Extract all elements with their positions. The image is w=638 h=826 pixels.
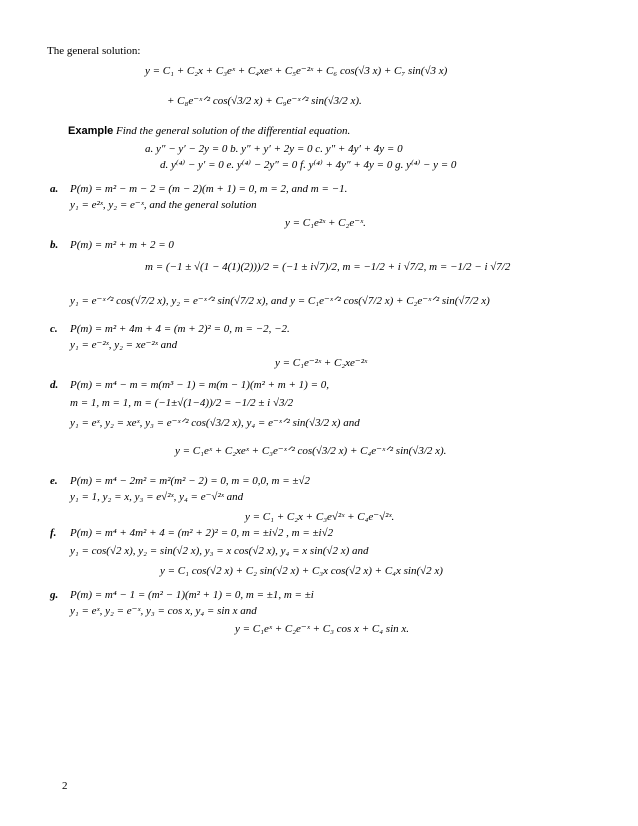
solution-g-text: P(m) = m⁴ − 1 = (m² − 1)(m² + 1) = 0, m = ±1, m = ±i (70, 589, 314, 601)
solution-e-line-1 (50, 474, 310, 488)
solution-d-roots: m = 1, m = 1, m = (−1±√(1−4))/2 = −1/2 ± i √3/2 (70, 397, 294, 409)
solution-e-general: y = C₁ + C₂x + C₃e√²ˣ + C₄e⁻√²ˣ. (245, 511, 395, 523)
solution-e-label: e. (50, 475, 58, 487)
solution-g-label: g. (50, 589, 59, 601)
solution-d-line-1 (50, 378, 329, 392)
solution-b-text: P(m) = m² + m + 2 = 0 (70, 239, 174, 251)
solution-b-line-1 (50, 238, 174, 252)
example-prompt: Find the general solution of the differential equation. (116, 125, 351, 137)
solution-c-line-2: y₁ = e⁻²ˣ, y₂ = xe⁻²ˣ and (70, 339, 178, 351)
general-solution-line-1: y = C₁ + C₂x + C₃eˣ + C₄xeˣ + C₅e⁻²ˣ + C₆ cos(√3 x) + C₇ sin(√3 x) (145, 65, 448, 77)
solution-f-label: f. (50, 527, 57, 539)
solution-a-label: a. (50, 183, 59, 195)
page-number: 2 (62, 780, 68, 792)
solution-c-line-1 (50, 322, 290, 336)
general-solution-line-2: + C₈e⁻ˣᐟ² cos(√3/2 x) + C₉e⁻ˣᐟ² sin(√3/2 x). (167, 95, 362, 107)
example-problems-row-1: a. y″ − y′ − 2y = 0 b. y″ + y′ + 2y = 0 c. y″ + 4y′ + 4y = 0 (145, 143, 403, 155)
solution-d-label: d. (50, 379, 59, 391)
solution-c-label: c. (50, 323, 58, 335)
solution-f-line-2: y₁ = cos(√2 x), y₂ = sin(√2 x), y₃ = x cos(√2 x), y₄ = x sin(√2 x) and (70, 545, 369, 557)
general-solution-heading: The general solution: (47, 45, 141, 57)
solution-g-general: y = C₁eˣ + C₂e⁻ˣ + C₃ cos x + C₄ sin x. (235, 623, 410, 635)
solution-f-general: y = C₁ cos(√2 x) + C₂ sin(√2 x) + C₃x cos(√2 x) + C₄x sin(√2 x) (160, 565, 443, 577)
solution-a-line-2: y₁ = e²ˣ, y₂ = e⁻ˣ, and the general solution (70, 199, 257, 211)
solution-f-line-1 (50, 526, 333, 540)
solution-a-line-1 (50, 182, 347, 196)
example-title: Example (68, 125, 114, 137)
solution-c-text: P(m) = m² + 4m + 4 = (m + 2)² = 0, m = −2, −2. (70, 323, 290, 335)
example-problems-row-2: d. y⁽⁴⁾ − y′ = 0 e. y⁽⁴⁾ − 2y″ = 0 f. y⁽⁴⁾ + 4y″ + 4y = 0 g. y⁽⁴⁾ − y = 0 (160, 159, 457, 171)
solution-d-line-3: y₁ = eˣ, y₂ = xeˣ, y₃ = e⁻ˣᐟ² cos(√3/2 x), y₄ = e⁻ˣᐟ² sin(√3/2 x) and (70, 417, 360, 429)
example-heading (68, 124, 350, 138)
solution-g-line-1 (50, 588, 314, 602)
solution-b-general: y₁ = e⁻ˣᐟ² cos(√7/2 x), y₂ = e⁻ˣᐟ² sin(√7/2 x), and y = C₁e⁻ˣᐟ² cos(√7/2 x) + C₂e⁻ˣᐟ² sin(√7/2 x) (70, 295, 490, 307)
solution-c-general: y = C₁e⁻²ˣ + C₂xe⁻²ˣ (275, 357, 368, 369)
solution-d-text: P(m) = m⁴ − m = m(m³ − 1) = m(m − 1)(m² + m + 1) = 0, (70, 379, 329, 391)
solution-f-text: P(m) = m⁴ + 4m² + 4 = (m² + 2)² = 0, m = ±i√2 , m = ±i√2 (70, 527, 334, 539)
solution-a-general: y = C₁e²ˣ + C₂e⁻ˣ. (285, 217, 366, 229)
solution-e-text: P(m) = m⁴ − 2m² = m²(m² − 2) = 0, m = 0,0, m = ±√2 (70, 475, 310, 487)
solution-a-text: P(m) = m² − m − 2 = (m − 2)(m + 1) = 0, m = 2, and m = −1. (70, 183, 348, 195)
solution-b-roots: m = (−1 ± √(1 − 4(1)(2)))/2 = (−1 ± i√7)/2, m = −1/2 + i √7/2, m = −1/2 − i √7/2 (145, 261, 511, 273)
solution-d-general: y = C₁eˣ + C₂xeˣ + C₃e⁻ˣᐟ² cos(√3/2 x) + C₄e⁻ˣᐟ² sin(√3/2 x). (175, 445, 447, 457)
solution-e-line-2: y₁ = 1, y₂ = x, y₃ = e√²ˣ, y₄ = e⁻√²ˣ and (70, 491, 244, 503)
solution-g-line-2: y₁ = eˣ, y₂ = e⁻ˣ, y₃ = cos x, y₄ = sin x and (70, 605, 257, 617)
solution-b-label: b. (50, 239, 59, 251)
